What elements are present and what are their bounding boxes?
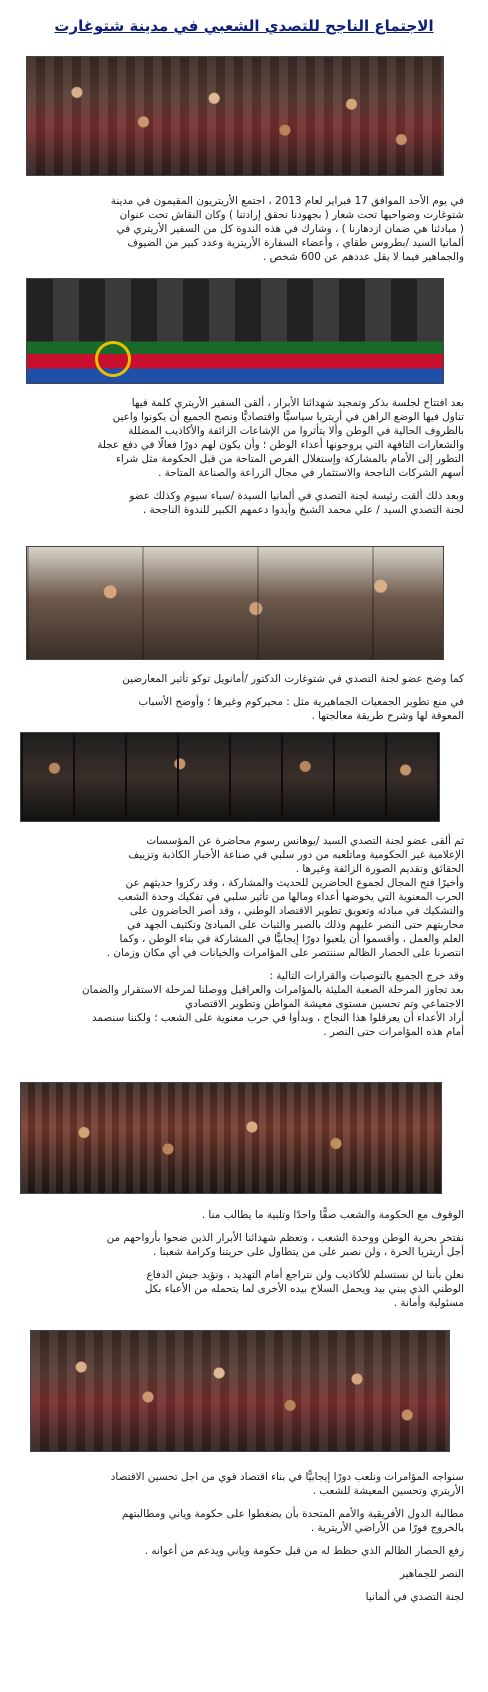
text-line: بالخروج فورًا من الأراضي الأريترية . [310, 1522, 464, 1534]
text-line: كما وضح عضو لجنة التصدي في شتوغارت الدكتور /أمانويل توكو تأثير المعارضين [122, 673, 464, 685]
text-line: في منع تطوير الجمعيات الجماهيرية مثل : محيركوم وغيرها ؛ وأوضح الأسباب [138, 696, 464, 708]
panel-stage-photo [26, 278, 444, 384]
text-line: الأريتري وتحسين المعيشة للشعب . [312, 1485, 464, 1497]
text-line: مسئولية وأمانة . [393, 1297, 464, 1309]
text-line: ( مبادئنا هي ضمان ازدهارنا ) ، وشارك في هذه الندوة كل من السفير الأريتري في [116, 223, 464, 235]
hall-collage-photo [26, 546, 444, 660]
text-line: نعلن بأننا لن نستسلم للأكاذيب ولن نتراجع أمام التهديد ، ونؤيد جيش الدفاع [146, 1269, 464, 1281]
text-line: الحقائق وتقديم الصورة الزائفة وغيرها . [295, 863, 464, 875]
text-line: الوقوف مع الحكومة والشعب صفًّا واحدًا وتلبية ما يطالب منا . [201, 1209, 464, 1221]
text-line: أمام هذه المؤامرات حتى النصر . [323, 1026, 464, 1038]
text-line: الوطني الذي يبني بيد ويحمل السلاح بيده الأخرى لما يتحمله من الأعباء بكل [144, 1283, 464, 1295]
text-line: وبعد ذلك ألقت رئيسة لجنة التصدي في ألمانيا السيدة /سباء سيوم وكذلك عضو [129, 490, 464, 502]
text-line: سنواجه المؤامرات ونلعب دورًا إيجابيًّا في بناء اقتصاد قوي من اجل تحسين الاقتصاد [110, 1471, 464, 1483]
intro-paragraph [24, 194, 464, 264]
demands-paragraph [24, 1470, 464, 1604]
crowd-photo [30, 1330, 450, 1452]
ambassador-speech-paragraph [24, 396, 464, 517]
text-line: محاربتهم حتى النصر عليهم وذلك بالصبر والثبات على المبادئ وتكثيف الجهد في [127, 919, 464, 931]
speakers-collage-photo [20, 732, 440, 822]
closing-slogan: النصر للجماهير [399, 1568, 464, 1580]
text-line: وقد خرج الجميع بالتوصيات والقرارات التالية : [269, 970, 464, 982]
text-line: الإعلامية غير الحكومية وماتلعبه من دور سلبي في صناعة الأخبار الكاذبة وتزييف [128, 849, 464, 861]
text-line: أجل أريتريا الحرة ، ولن نصبر على من يتطاول على حريتنا وكرامة شعبنا . [152, 1246, 464, 1258]
text-line: بعد تجاوز المرحلة الصعبة المليئة بالمؤامرات والعراقيل ووصلنا لمرحلة الاستقرار والضمان [81, 984, 464, 996]
text-line: المعوقة لها وشرح طريقة معالجتها . [311, 710, 464, 722]
audience-photo [26, 56, 444, 176]
article-title: الاجتماع الناجح للتصدي الشعبي في مدينة شتوغارت [54, 17, 434, 35]
resolutions-paragraph [24, 1208, 464, 1310]
text-line: أسهم الشركات الناجحة والاستثمار في مجال الزراعة والصناعة المتاحة . [158, 467, 464, 479]
text-line: انتصرنا على الحصار الظالم سننتصر على المؤامرات والخيانات في أي مكان وزمان . [106, 947, 464, 959]
celebration-photo [20, 1082, 442, 1194]
text-line: بالظروف الحالية في الوطن وألا يتأثروا من الإشاعات الزائفة والأكاذيب المضللة [128, 425, 464, 437]
text-line: ثم ألقى عضو لجنة التصدي السيد /يوهانس رسوم محاضرة عن المؤسسات [146, 835, 464, 847]
text-line: تناول فيها الوضع الراهن في أريتريا سياسيًّا واقتصاديًّا ونصح الجميع أن يكونوا واعين [112, 411, 464, 423]
text-line: التطور إلى الأمام بالمشاركة وإستغلال الفرص المتاحة من قبل الحكومة مثل شراء [115, 453, 464, 465]
text-line: لجنة التصدي السيد / علي محمد الشيخ وأيدوا دعمهم الكبير للندوة الناجحة . [142, 504, 464, 516]
text-line: وأخيرًا فتح المجال لجموع الحاضرين للحديث والمشاركة ، وقد ركزوا حديثهم عن [125, 877, 464, 889]
text-line: والتشكيك في مبادئه وتعويق تطوير الاقتصاد الوطني ، وقد أصر الحاضرون على [129, 905, 464, 917]
text-line: والشعارات التافهة التي يروجونها أعداء الوطن ؛ وأن يكون لهم دورًا فعالًا في دفع عجلة [97, 439, 464, 451]
committee-paragraph [24, 672, 464, 723]
text-line: مطالبة الدول الأفريقية والأمم المتحدة بأن يضغطوا على حكومة وياني ومطالبتهم [121, 1508, 464, 1520]
text-line: رفع الحصار الظالم الذي حظط له من قبل حكومة وياني ويدعم من أعوانه . [144, 1545, 464, 1557]
signature-line: لجنة التصدي في ألمانيا [365, 1591, 464, 1603]
text-line: بعد افتتاح لجلسة بذكر وتمجيد شهدائنا الأبرار ، ألقى السفير الأريتري كلمة فيها [131, 397, 464, 409]
text-line: الحرب المعنوية التي يخوضها أعداء ومالها من تأثير سلبي في تفكيك وحدة الشعب [117, 891, 464, 903]
text-line: العلم والعمل ، وأقسموا أن يلعبوا دورًا إيجابيًّا في المشاركة في بناء الوطن ، وكما [119, 933, 464, 945]
text-line: ألمانيا السيد /بطروس طقاي ، وأعضاء السفارة الأريترية وعدد كبير من الضيوف [127, 237, 464, 249]
text-line: في يوم الأحد الموافق 17 فبراير لعام 2013 ، اجتمع الأريتريون المقيمون في مدينة [110, 195, 464, 207]
text-line: أراد الأعداء أن يعرقلوا هذا النجاح ، وبدأوا في حرب معنوية على الشعب ؛ ولكننا سنصمد [91, 1012, 464, 1024]
text-line: نفتخر بحرية الوطن ووحدة الشعب ، وتعظم شهدائنا الأبرار الذين ضحوا بأرواحهم من [106, 1232, 464, 1244]
text-line: والجماهير فيما لا يقل عددهم عن 600 شخص . [262, 251, 464, 263]
text-line: شتوغارت وضواحيها تحت شعار ( بجهودنا نحقق إرادتنا ) وكان النقاش تحت عنوان [119, 209, 464, 221]
media-discussion-paragraph [24, 834, 464, 1039]
text-line: الاجتماعي وتم تحسين مستوى معيشة المواطن وتطوير الاقتصادي [184, 998, 464, 1010]
eritrea-emblem [95, 341, 131, 377]
